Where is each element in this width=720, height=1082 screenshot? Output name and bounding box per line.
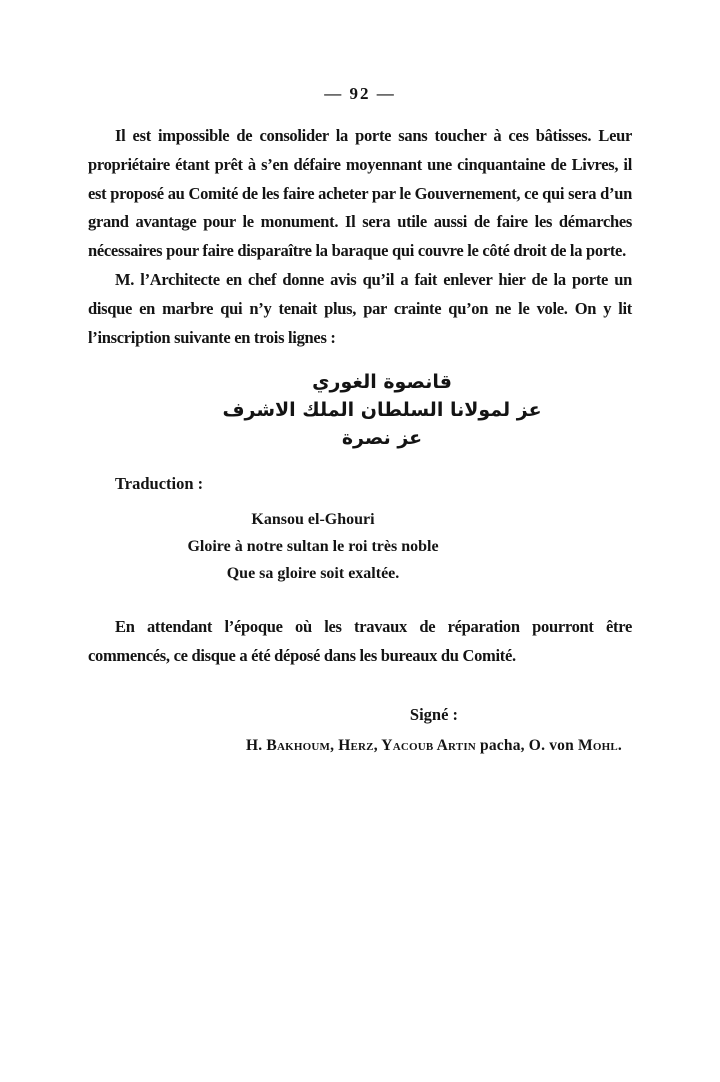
arabic-inscription-line-2: عز لمولانا السلطان الملك الاشرف [222,399,542,422]
arabic-inscription-line-3: عز نصرة [341,427,423,450]
arabic-inscription [132,368,632,452]
translation-block [88,506,538,587]
page-number: — 92 — [324,84,396,103]
signature-names [224,737,644,755]
signature-part-3: , O. [520,736,550,754]
arabic-inscription-line-1: قانصوة الغوري [312,371,452,394]
signature-part-2: pacha [480,736,521,754]
paragraph-1: Il est impossible de consolider la porte sans toucher à ces bâtisses. Leur propriétaire étant prêt à s’en défaire moyennant une cinquantaine de Livres, il est proposé au Comité de les faire acheter par le Gouvernement, ce qui sera d’un grand avantage pour le monument. Il sera utile aussi de faire les démarches nécessaires pour faire disparaître la baraque qui couvre le côté droit de la porte. [88,126,632,261]
translation-line-2: Gloire à notre sultan le roi très noble [187,538,439,556]
signature-part-5: Mohl. [573,736,622,754]
paragraph-2: M. l’Architecte en chef donne avis qu’il a fait enlever hier de la porte un disque en marbre qui n’y tenait plus, par crainte qu’on ne le vole. On y lit l’inscription suivante en trois lignes : [88,269,632,347]
signature-block [224,705,644,755]
signature-part-4: von [549,736,574,754]
signature-part-1: H. Bakhoum, Herz, Yacoub Artin [246,736,481,754]
translation-line-1: Kansou el-Ghouri [251,511,375,529]
signe-label: Signé : [409,704,459,724]
translation-line-3: Que sa gloire soit exaltée. [226,565,400,583]
paragraph-3: En attendant l’époque où les travaux de réparation pourront être commencés, ce disque a été déposé dans les bureaux du Comité. [88,617,632,666]
traduction-label: Traduction : [115,474,204,494]
